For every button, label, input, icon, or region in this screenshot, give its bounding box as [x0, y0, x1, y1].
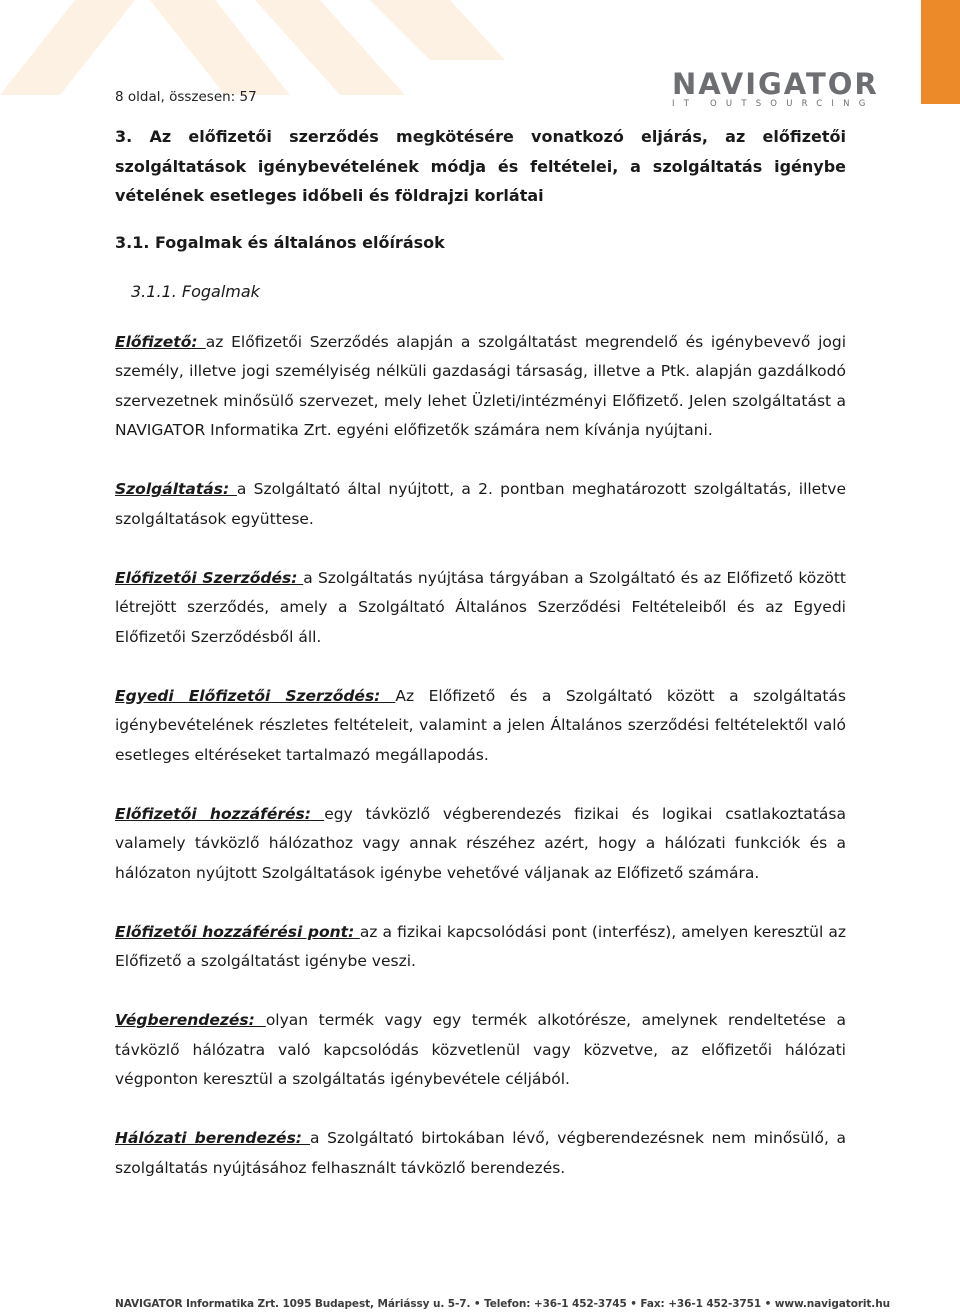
- definition-term: Előfizetői hozzáférés:: [115, 804, 325, 823]
- definition-term: Szolgáltatás:: [115, 480, 237, 498]
- definition-szolgaltatas: [115, 475, 846, 534]
- navigator-logo: [672, 67, 884, 109]
- definition-hozzaferesi-pont: [115, 918, 846, 977]
- page-footer: NAVIGATOR Informatika Zrt. 1095 Budapest, Máriássy u. 5-7. • Telefon: +36-1 452-3745 • Fax: +36-1 452-3751 • www.navigatorit.hu: [115, 1298, 890, 1310]
- definition-term: Végberendezés:: [115, 1011, 266, 1029]
- logo-tagline: IT OUTSOURCING: [672, 99, 875, 109]
- definition-text: az Előfizetői Szerződés alapján a szolgáltatást megrendelő és igénybevevő jogi személy, illetve jogi személyiség nélküli gazdasági társaság, illetve a Ptk. alapján gazdálkodó szervezetnek minősülő szervezet, mely lehet Üzleti/intézményi Előfizető. Jelen szolgáltatást a NAVIGATOR Informatika Zrt. egyéni előfizetők számára nem kívánja nyújtani.: [115, 332, 847, 439]
- definition-elofizetoi-szerzodes: [115, 564, 846, 653]
- definition-vegberendezes: [115, 1006, 846, 1095]
- definition-term: Előfizetői Szerződés:: [115, 568, 304, 587]
- document-body: [115, 122, 846, 1183]
- definition-text: a Szolgáltató birtokában lévő, végberendezésnek nem minősülő, a szolgáltatás nyújtásához felhasznált távközlő berendezés.: [115, 1129, 846, 1177]
- logo-wordmark: NAVIGATOR: [672, 67, 879, 101]
- definition-text: egy távközlő végberendezés fizikai és logikai csatlakoztatása valamely távközlő hálózathoz vagy annak részéhez azért, hogy a hálózati funkciók és a hálózaton nyújtott Szolgáltatások igénybe vehetővé váljanak az Előfizető számára.: [115, 804, 846, 882]
- decor-stripe-1: [0, 0, 135, 95]
- decor-stripe-4: [370, 0, 505, 60]
- definition-text: a Szolgáltató által nyújtott, a 2. pontban meghatározott szolgáltatás, illetve szolgáltatások együttese.: [115, 480, 847, 528]
- definition-text: olyan termék vagy egy termék alkotórésze, amelynek rendeltetése a távközlő hálózatra való kapcsolódás közvetlenül vagy közvetve, az előfizetői hálózati végponton keresztül a szolgáltatás igénybevétele céljából.: [115, 1011, 846, 1088]
- definition-text: a Szolgáltatás nyújtása tárgyában a Szolgáltató és az Előfizető között létrejött szerződés, amely a Szolgáltató Általános Szerződési Feltételeiből és az Egyedi Előfizetői Szerződésből áll.: [115, 568, 846, 646]
- subsubsection-heading: 3.1.1. Fogalmak: [131, 281, 260, 301]
- definition-halozati-berendezes: [115, 1124, 846, 1183]
- definition-text: Az Előfizető és a Szolgáltató között a szolgáltatás igénybevételének részletes feltételeit, valamint a jelen Általános szerződési feltételektől való esetleges eltéréseket tartalmazó megállapodás.: [115, 686, 846, 764]
- subsection-heading: 3.1. Fogalmak és általános előírások: [115, 232, 445, 252]
- definition-term: Előfizető:: [115, 332, 206, 351]
- definition-term: Előfizetői hozzáférési pont:: [115, 922, 360, 941]
- definition-term: Egyedi Előfizetői Szerződés:: [115, 686, 396, 705]
- accent-bar: [921, 0, 960, 104]
- definition-egyedi-elofizetoi-szerzodes: [115, 682, 846, 771]
- definition-elofizetoi-hozzaferes: [115, 800, 846, 889]
- page-number: 8 oldal, összesen: 57: [115, 89, 257, 105]
- section-heading: 3. Az előfizetői szerződés megkötésére vonatkozó eljárás, az előfizetői szolgáltatások igénybevételének módja és feltételei, a szolgáltatás igénybe vételének esetleges időbeli és földrajzi korlátai: [115, 127, 846, 205]
- definition-term: Hálózati berendezés:: [115, 1129, 311, 1147]
- definition-elofizeto: [115, 328, 846, 446]
- definition-text: az a fizikai kapcsolódási pont (interfész), amelyen keresztül az Előfizető a szolgáltatást igénybe veszi.: [115, 922, 846, 970]
